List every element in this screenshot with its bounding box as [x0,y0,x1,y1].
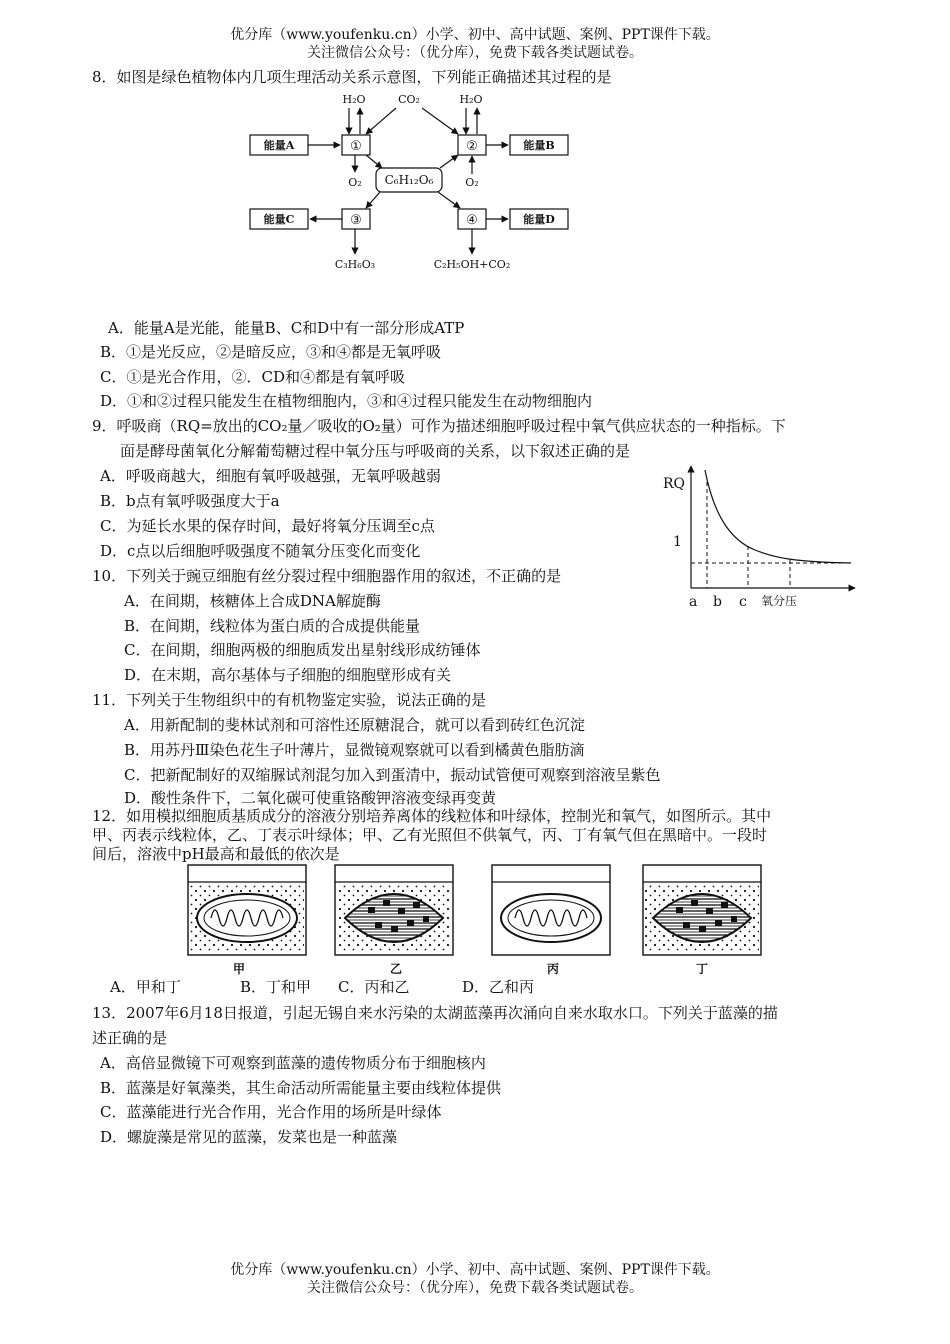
energy-b-label: 能量B [523,139,555,152]
glucose-label: C₆H₁₂O₆ [384,173,434,187]
label-ding: 丁 [695,962,709,976]
beaker-yi [335,865,453,955]
h2o-label-right: H₂O [459,93,483,106]
o2-label-right: O₂ [465,176,479,189]
q9-option-d: D．c点以后细胞呼吸强度不随氧分压变化而变化 [100,542,421,560]
q10-option-b: B．在间期，线粒体为蛋白质的合成提供能量 [124,617,421,635]
q8-process-diagram [240,88,570,278]
process-3-label: ③ [350,213,362,228]
q8-option-c: C．①是光合作用，②．CD和④都是有氧呼吸 [100,368,405,386]
q8-option-b: B．①是光反应，②是暗反应，③和④都是无氧呼吸 [100,343,442,361]
q12-stem-1: 12．如用模拟细胞质基质成分的溶液分别培养离体的线粒体和叶绿体，控制光和氧气，如图所示。其中 [92,807,772,825]
q9-stem-2: 面是酵母菌氧化分解葡萄糖过程中氧分压与呼吸商的关系，以下叙述正确的是 [120,442,631,460]
beaker-jia [188,865,306,955]
q13-option-d: D．螺旋藻是常见的蓝藻，发菜也是一种蓝藻 [100,1128,398,1146]
header-line-2: 关注微信公众号：（优分库），免费下载各类试题试卷。 [307,45,643,61]
y-axis-label: RQ [663,476,686,492]
footer-line-1: 优分库（www.youfenku.cn）小学、初中、高中试题、案例、PPT课件下载。 [230,1262,720,1278]
q11-option-a: A．用新配制的斐林试剂和可溶性还原糖混合，就可以看到砖红色沉淀 [124,716,585,734]
beaker-bing [492,865,610,955]
q9-option-b: B．b点有氧呼吸强度大于a [100,492,280,510]
q12-organelle-figure [185,862,770,980]
label-bing: 丙 [546,962,560,976]
q13-option-b: B．蓝藻是好氧藻类，其生命活动所需能量主要由线粒体提供 [100,1079,502,1097]
q11-option-c: C．把新配制好的双缩脲试剂混匀加入到蛋清中，振动试管便可观察到溶液呈紫色 [124,766,661,784]
q8-option-a: A．能量A是光能，能量B、C和D中有一部分形成ATP [108,319,465,337]
q12-option-d: D．乙和丙 [462,978,535,996]
label-yi: 乙 [389,962,403,976]
co2-label: CO₂ [398,93,420,106]
q12-stem-2: 甲、丙表示线粒体，乙、丁表示叶绿体；甲、乙有光照但不供氧气，丙、丁有氧气但在黑暗中。一段时 [92,826,768,844]
q9-option-c: C．为延长水果的保存时间，最好将氧分压调至c点 [100,517,435,535]
q11-stem: 11．下列关于生物组织中的有机物鉴定实验，说法正确的是 [92,691,487,709]
q12-option-b: B．丁和甲 [240,978,312,996]
q10-stem: 10．下列关于豌豆细胞有丝分裂过程中细胞器作用的叙述，不正确的是 [92,567,562,585]
q8-option-d: D．①和②过程只能发生在植物细胞内，③和④过程只能发生在动物细胞内 [100,392,593,410]
h2o-label-left: H₂O [342,93,366,106]
q9-option-a: A．呼吸商越大，细胞有氧呼吸越强，无氧呼吸越弱 [100,467,441,485]
q9-rq-graph [655,462,860,610]
q10-option-d: D．在末期，高尔基体与子细胞的细胞壁形成有关 [124,666,452,684]
y-tick-1: 1 [673,534,682,550]
o2-label-left: O₂ [348,176,362,189]
q10-option-a: A．在间期，核糖体上合成DNA解旋酶 [124,592,381,610]
q12-options [110,977,534,997]
lactic-acid-label: C₃H₆O₃ [334,258,376,271]
q12-option-c: C．丙和乙 [338,978,410,996]
label-jia: 甲 [232,962,246,976]
q11-option-b: B．用苏丹Ⅲ染色花生子叶薄片，显微镜观察就可以看到橘黄色脂肪滴 [124,741,585,759]
energy-d-label: 能量D [523,213,555,226]
footer-line-2: 关注微信公众号：（优分库），免费下载各类试题试卷。 [307,1280,643,1296]
q12-option-a: A．甲和丁 [110,978,181,996]
process-1-label: ① [350,139,362,154]
x-tick-a: a [689,594,698,610]
energy-a-label: 能量A [263,139,295,152]
q13-option-c: C．蓝藻能进行光合作用，光合作用的场所是叶绿体 [100,1103,442,1121]
q13-stem-2: 述正确的是 [92,1029,168,1047]
q13-option-a: A．高倍显微镜下可观察到蓝藻的遗传物质分布于细胞核内 [100,1054,486,1072]
q11-option-d: D．酸性条件下，二氧化碳可使重铬酸钾溶液变绿再变黄 [124,789,497,807]
q10-option-c: C．在间期，细胞两极的细胞质发出星射线形成纺锤体 [124,641,481,659]
process-4-label: ④ [466,213,478,228]
q9-stem-1: 9．呼吸商（RQ=放出的CO₂量／吸收的O₂量）可作为描述细胞呼吸过程中氧气供应状态的一种指标。下 [92,417,786,435]
q8-stem: 8．如图是绿色植物体内几项生理活动关系示意图，下列能正确描述其过程的是 [92,68,612,86]
process-2-label: ② [466,139,478,154]
beaker-ding [643,865,761,955]
header-line-1: 优分库（www.youfenku.cn）小学、初中、高中试题、案例、PPT课件下载。 [230,27,720,43]
q13-stem-1: 13．2007年6月18日报道，引起无锡自来水污染的太湖蓝藻再次涌向自来水取水口。下列关于蓝藻的描 [92,1004,778,1022]
x-tick-b: b [713,594,722,610]
energy-c-label: 能量C [263,213,295,226]
q12-stem-3: 间后，溶液中pH最高和最低的依次是 [92,845,340,863]
x-tick-c: c [739,594,747,610]
rq-curve [705,470,851,563]
ethanol-label: C₂H₅OH+CO₂ [433,258,511,271]
x-axis-label: 氧分压 [761,594,798,608]
